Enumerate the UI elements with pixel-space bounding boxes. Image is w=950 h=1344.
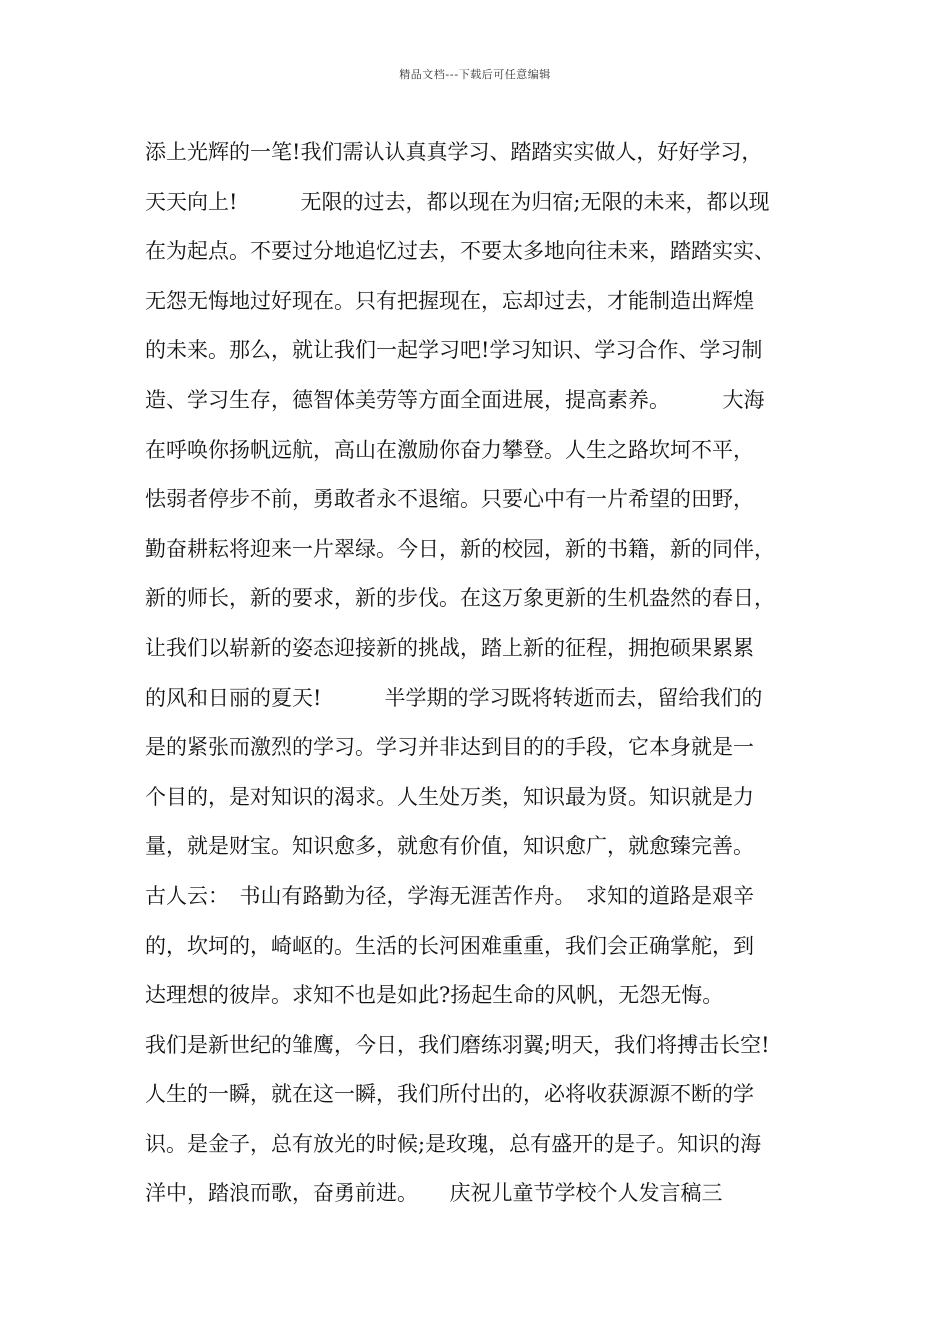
text-line: 无怨无悔地过好现在。只有把握现在，忘却过去，才能制造出辉煌 [145,288,754,313]
text-line: 个目的，是对知识的渴求。人生处万类，知识最为贤。知识就是力 [145,784,754,809]
text-line: 古人云： 书山有路勤为径，学海无涯苦作舟。 求知的道路是艰辛 [145,883,754,908]
body-text [145,128,835,1219]
text-line: 添上光辉的一笔!我们需认认真真学习、踏踏实实做人，好好学习， [145,140,763,164]
text-line: 新的师长，新的要求，新的步伐。在这万象更新的生机盎然的春日， [145,586,775,611]
text-line: 在呼唤你扬帆远航，高山在激励你奋力攀登。人生之路坎坷不平， [145,437,754,462]
text-line: 让我们以崭新的姿态迎接新的挑战，踏上新的征程，拥抱硕果累累 [145,635,754,660]
text-line: 天天向上! 无限的过去，都以现在为归宿;无限的未来，都以现 [145,189,770,214]
text-line: 勤奋耕耘将迎来一片翠绿。今日，新的校园，新的书籍，新的同伴， [145,536,775,561]
text-line: 洋中，踏浪而歌，奋勇前进。 庆祝儿童节学校个人发言稿三 [145,1181,723,1206]
text-line: 我们是新世纪的雏鹰，今日，我们磨练羽翼;明天，我们将搏击长空! [145,1032,770,1057]
text-line: 造、学习生存，德智体美劳等方面全面进展，提高素养。 大海 [145,387,765,412]
text-line: 人生的一瞬，就在这一瞬，我们所付出的，必将收获源源不断的学 [145,1082,754,1107]
page-header: 精品文档---下载后可任意编辑 [399,68,551,81]
text-line: 达理想的彼岸。求知不也是如此?扬起生命的风帆，无怨无悔。 [145,983,724,1008]
text-line: 怯弱者停步不前，勇敢者永不退缩。只要心中有一片希望的田野， [145,487,754,512]
text-line: 识。是金子，总有放光的时候;是玫瑰，总有盛开的是子。知识的海 [145,1131,762,1156]
text-line: 是的紧张而激烈的学习。学习并非达到目的的手段，它本身就是一 [145,735,754,760]
text-line: 的未来。那么，就让我们一起学习吧!学习知识、学习合作、学习制 [145,338,763,363]
text-line: 在为起点。不要过分地追忆过去，不要太多地向往未来，踏踏实实、 [145,239,775,264]
text-line: 量，就是财宝。知识愈多，就愈有价值，知识愈广，就愈臻完善。 [145,834,754,859]
text-line: 的风和日丽的夏天! 半学期的学习既将转逝而去，留给我们的 [145,685,763,710]
text-line: 的，坎坷的，崎岖的。生活的长河困难重重，我们会正确掌舵，到 [145,933,754,958]
